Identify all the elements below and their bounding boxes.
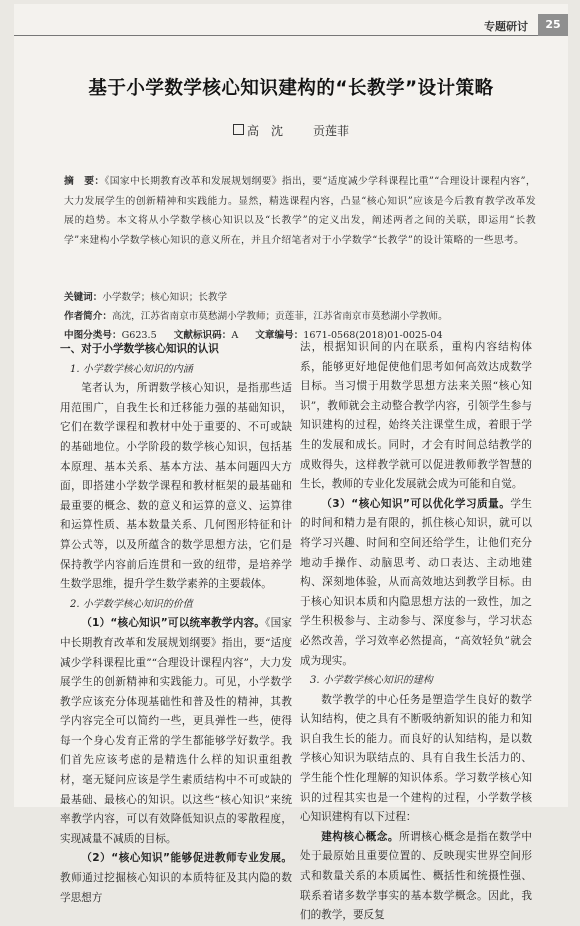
paragraph-lead: （2）“核心知识”能够促进教师专业发展。	[81, 852, 292, 865]
clc-label: 中图分类号：	[64, 330, 122, 341]
paragraph-lead: （1）“核心知识”可以统率教学内容。	[81, 617, 266, 630]
body-paragraph: 数学教学的中心任务是塑造学生良好的数学认知结构，使之具有不断吸纳新知识的能力和知识自我生长的能力。而良好的认知结构，是以数学核心知识为联结点的、具有自我生长活力的、学生能个性化理解的知识体系。学习数学核心知识的过程其实也是一个建构的过程，小学数学核心知识建构有以下过程：	[300, 693, 532, 824]
doc-code-value: A	[231, 330, 239, 341]
paragraph-lead: 建构核心概念。	[321, 830, 400, 843]
abstract-label: 摘 要：	[64, 176, 105, 187]
abstract	[64, 172, 536, 250]
square-icon	[233, 124, 244, 135]
body-paragraph: （3）“核心知识”可以优化学习质量。学生的时间和精力是有限的，抓住核心知识，就可以将学习兴趣、时间和空间还给学生，让他们充分地动手操作、动脑思考、动口表达、主动地建构、深刻地体验，从而高效地达到教学目标。由于核心知识本质和内隐思想方法的一致性，加之学生积极参与、主动参与、深度参与，学习状态必然改善，学习效率必然提高，“高效轻负”就会成为现实。	[300, 497, 533, 667]
clc-value: G623.5	[121, 330, 157, 341]
keywords-label: 关键词：	[64, 292, 103, 303]
author-line	[14, 122, 568, 139]
article-meta	[64, 288, 536, 345]
section-heading: 一、对于小学数学核心知识的认识	[60, 343, 219, 355]
subsection-heading: 1. 小学数学核心知识的内涵	[70, 363, 193, 375]
body-column-right	[300, 338, 532, 926]
body-paragraph: （1）“核心知识”可以统率教学内容。《国家中长期教育改革和发展规划纲要》指出，要“适度减少学科课程比重”“合理设计课程内容”，大力发展学生的创新精神和实践能力。可见，小学数学教学应该充分体现基础性和普及性的精神，其教学内容完全可以简约一些，更具弹性一些，使得每一个身心发育正常的学生都能够学好数学。我们首先应该考虑的是精选什么样的知识重组教材，毫无疑问应该是学生素质结构中不可或缺的最基础、最核心的知识。以这些“核心知识”来统率教学内容，可以有效降低知识点的零散程度，实现减量不减质的目标。	[60, 617, 293, 845]
header-rule	[14, 35, 538, 36]
body-paragraph: 法，根据知识间的内在联系，重构内容结构体系，能够更好地促使他们思考如何高效达成数学目标。当习惯于用数学思想方法来关照“核心知识”，教师就会主动整合教学内容，引领学生参与知识建构的过程，始终关注课堂生成，着眼于学生的发展和成长。同时，才会有时间总结教学的成败得失，这样教学就可以促进教师教学智慧的生长，教师的专业化发展就会成为可能和自觉。	[300, 341, 532, 491]
author-bio-text: 高沈，江苏省南京市莫愁湖小学教师；贡莲菲，江苏省南京市莫愁湖小学教师。	[111, 311, 448, 322]
abstract-text: 《国家中长期教育改革和发展规划纲要》指出，要“适度减少学科课程比重”“合理设计课程内容”，大力发展学生的创新精神和实践能力。显然，精选课程内容，凸显“核心知识”应该是今后教育教学改革发展的趋势。本文将从小学数学核心知识以及“长教学”的定义出发，阐述两者之间的关联，即运用“长教学”来建构小学数学核心知识的意义所在，并且介绍笔者对于小学数学“长教学”的设计策略的一些思考。	[64, 176, 536, 246]
page-header	[14, 4, 568, 38]
body-paragraph: 笔者认为，所谓数学核心知识，是指那些适用范围广，自我生长和迁移能力强的基础知识，它们在数学课程和教材中处于重要的、不可或缺的基础地位。小学阶段的数学核心知识，包括基本原理、基本关系、基本方法、基本问题四大方面，即搭建小学数学课程和教材框架的最基础和最重要的概念、数的意义和运算的意义、运算律和运算性质、基本数量关系、几何图形特征和计算公式等，以及所蕴含的数学思想方法，它们是保持教学内容前后连贯和一致的纽带，是培养学生数学思维，提升学生数学素养的主要载体。	[60, 382, 292, 591]
body-column-left	[60, 338, 292, 908]
author-bio-label: 作者简介：	[64, 311, 112, 322]
doc-code-label: 文献标识码：	[173, 330, 232, 341]
article-no-value: 1671-0568(2018)01-0025-04	[303, 330, 443, 341]
article-title: 基于小学数学核心知识建构的“长教学”设计策略	[88, 78, 494, 99]
body-paragraph: 建构核心概念。所谓核心概念是指在数学中处于最原始且重要位置的、反映现实世界空间形式和数量关系的本质属性、概括性和统摄性强、联系着诸多数学事实的基本数学概念。因此，我们的教学，要反复	[300, 830, 533, 922]
author-2: 贡莲菲	[313, 124, 350, 138]
paragraph-lead: （3）“核心知识”可以优化学习质量。	[321, 497, 511, 510]
subsection-heading: 3. 小学数学核心知识的建构	[310, 675, 433, 687]
article-no-label: 文章编号：	[255, 330, 304, 341]
section-label: 专题研讨	[484, 20, 528, 33]
keywords-text: 小学数学；核心知识；长教学	[102, 292, 228, 303]
body-paragraph: （2）“核心知识”能够促进教师专业发展。教师通过挖掘核心知识的本质特征及其内隐的数学思想方	[60, 852, 292, 904]
page-number: 25	[538, 14, 568, 36]
journal-page	[14, 4, 568, 922]
subsection-heading: 2. 小学数学核心知识的价值	[70, 598, 193, 610]
author-1: 高 沈	[246, 124, 283, 138]
